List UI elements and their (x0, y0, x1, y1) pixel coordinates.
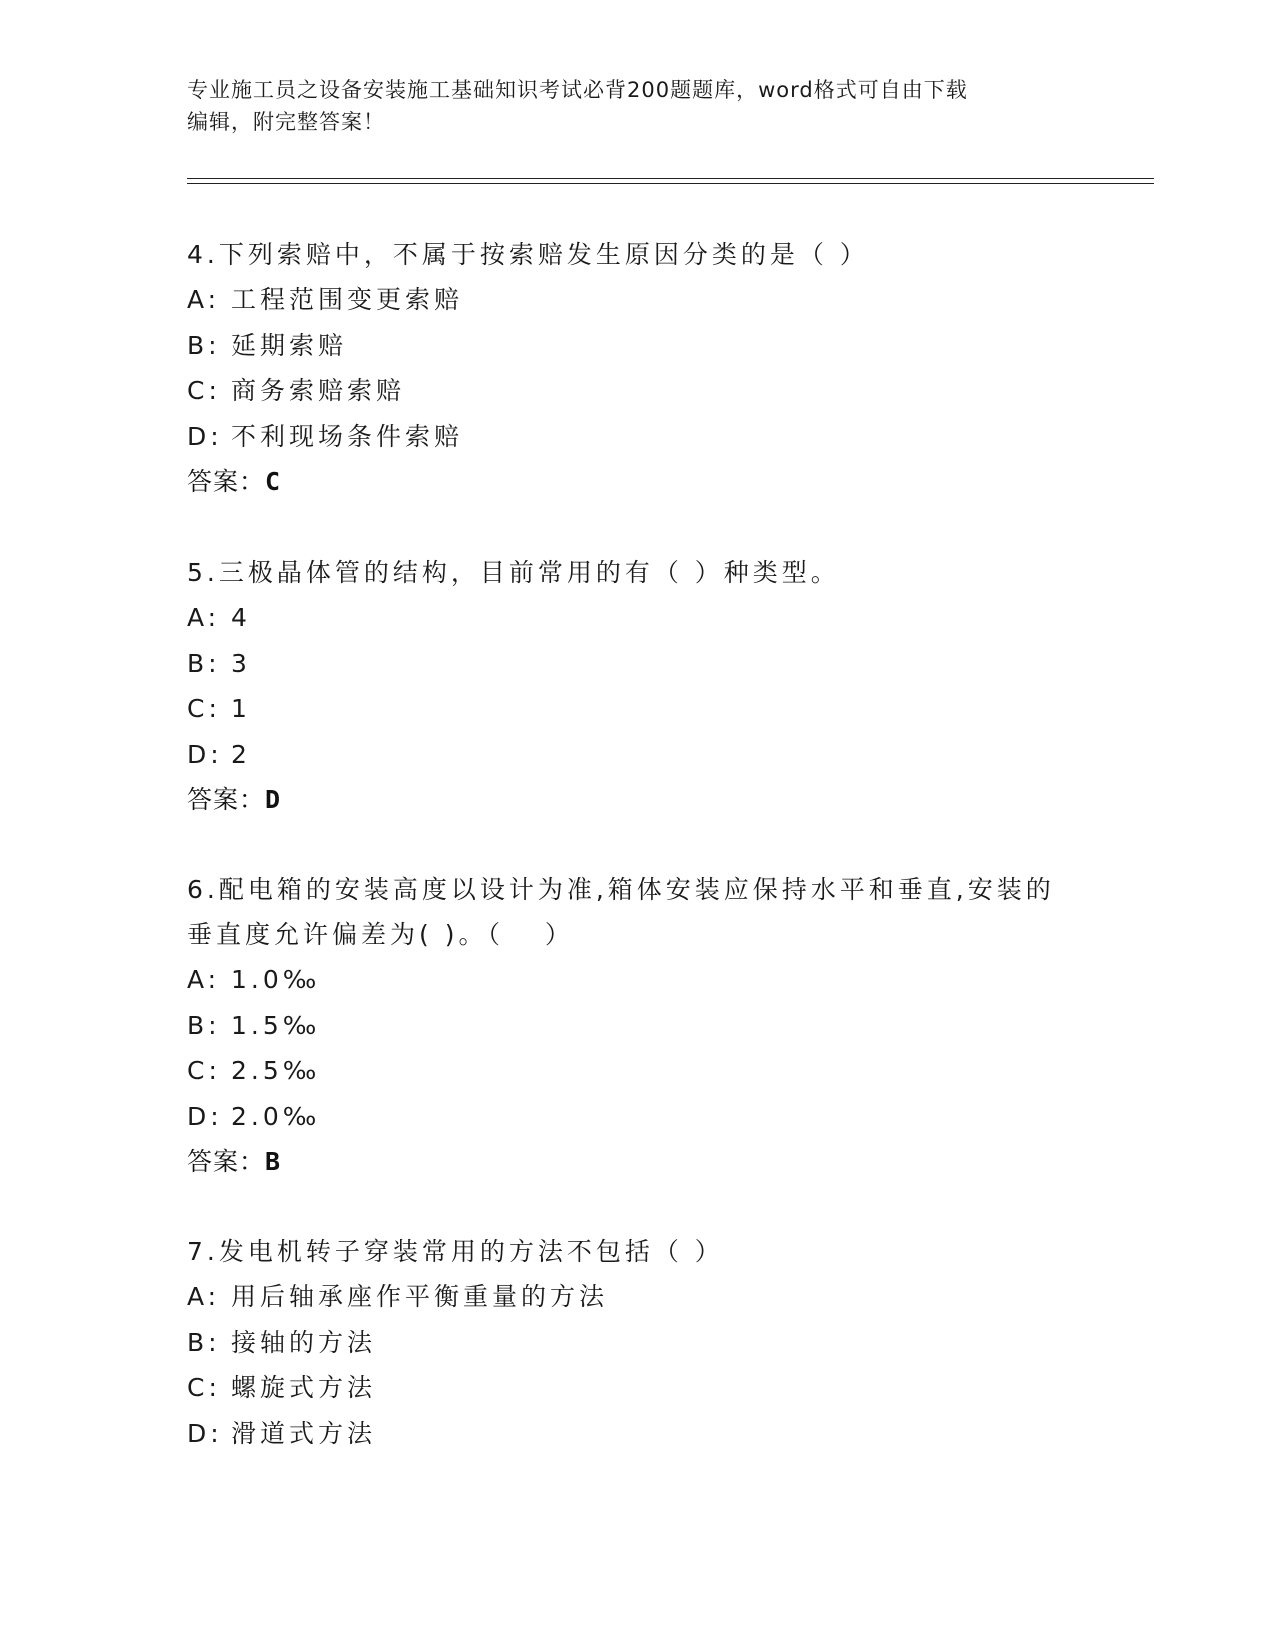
option-text: 商务索赔索赔 (231, 376, 406, 405)
header-title-line-2: 编辑，附完整答案！ (187, 110, 385, 134)
answer-line (187, 1139, 1107, 1185)
option-c (187, 686, 1107, 732)
question-stem-line: 5.三极晶体管的结构，目前常用的有（ ）种类型。 (187, 558, 840, 587)
option-key: A: (187, 1282, 221, 1311)
question-stem (187, 550, 1107, 595)
option-key: B: (187, 1327, 221, 1357)
option-b (187, 1320, 1107, 1366)
answer-value: D (265, 785, 281, 814)
option-b (187, 1003, 1107, 1049)
option-key: B: (187, 1010, 221, 1040)
option-key: A: (187, 603, 221, 632)
answer-line (187, 777, 1107, 823)
option-c (187, 1048, 1107, 1094)
option-a (187, 1274, 1107, 1320)
answer-label: 答案： (187, 785, 266, 814)
question-stem (187, 867, 1107, 957)
option-key: A: (187, 285, 221, 314)
option-d (187, 414, 1107, 460)
option-key: B: (187, 330, 221, 360)
option-text: 螺旋式方法 (231, 1373, 377, 1402)
option-key: D: (187, 1101, 223, 1131)
option-key: D: (187, 421, 223, 451)
document-header (187, 74, 1087, 138)
question-7 (187, 1229, 1107, 1456)
option-a (187, 957, 1107, 1003)
question-stem (187, 1229, 1107, 1274)
option-text: 2.5‰ (231, 1056, 321, 1085)
option-b (187, 641, 1107, 687)
option-a (187, 595, 1107, 641)
header-divider-top (187, 178, 1154, 179)
question-stem-line: 垂直度允许偏差为( )。（ ） (187, 920, 574, 949)
option-text: 1.5‰ (231, 1010, 321, 1040)
question-5 (187, 550, 1107, 823)
option-key: D: (187, 1418, 223, 1448)
option-text: 接轴的方法 (231, 1327, 377, 1357)
option-text: 延期索赔 (231, 330, 348, 360)
option-b (187, 323, 1107, 369)
option-a (187, 277, 1107, 323)
question-stem-line: 7.发电机转子穿装常用的方法不包括（ ） (187, 1237, 724, 1266)
option-text: 不利现场条件索赔 (231, 421, 464, 451)
question-stem-line: 6.配电箱的安装高度以设计为准,箱体安装应保持水平和垂直,安装的 (187, 875, 1055, 904)
option-key: D: (187, 739, 223, 769)
answer-value: B (265, 1147, 281, 1176)
option-d (187, 1094, 1107, 1140)
option-key: B: (187, 648, 221, 678)
option-key: C: (187, 694, 221, 723)
option-text: 用后轴承座作平衡重量的方法 (231, 1282, 609, 1311)
answer-value: C (265, 467, 281, 496)
option-d (187, 732, 1107, 778)
option-text: 2.0‰ (231, 1101, 321, 1131)
question-stem-line: 4.下列索赔中，不属于按索赔发生原因分类的是（ ） (187, 240, 869, 269)
option-text: 1 (231, 694, 251, 723)
header-divider-bottom (187, 183, 1154, 184)
answer-label: 答案： (187, 467, 266, 496)
option-text: 工程范围变更索赔 (231, 285, 464, 314)
header-title-line-1: 专业施工员之设备安装施工基础知识考试必背200题题库，word格式可自由下载 (187, 78, 968, 102)
option-d (187, 1411, 1107, 1457)
option-key: C: (187, 1056, 221, 1085)
question-stem (187, 232, 1107, 277)
option-text: 2 (231, 739, 251, 769)
option-text: 1.0‰ (231, 965, 321, 994)
answer-line (187, 459, 1107, 505)
question-6 (187, 867, 1107, 1185)
option-key: C: (187, 376, 221, 405)
option-key: C: (187, 1373, 221, 1402)
question-4 (187, 232, 1107, 505)
answer-label: 答案： (187, 1147, 266, 1176)
option-c (187, 1365, 1107, 1411)
option-text: 3 (231, 648, 251, 678)
option-key: A: (187, 965, 221, 994)
option-text: 4 (231, 603, 251, 632)
option-text: 滑道式方法 (231, 1418, 377, 1448)
option-c (187, 368, 1107, 414)
